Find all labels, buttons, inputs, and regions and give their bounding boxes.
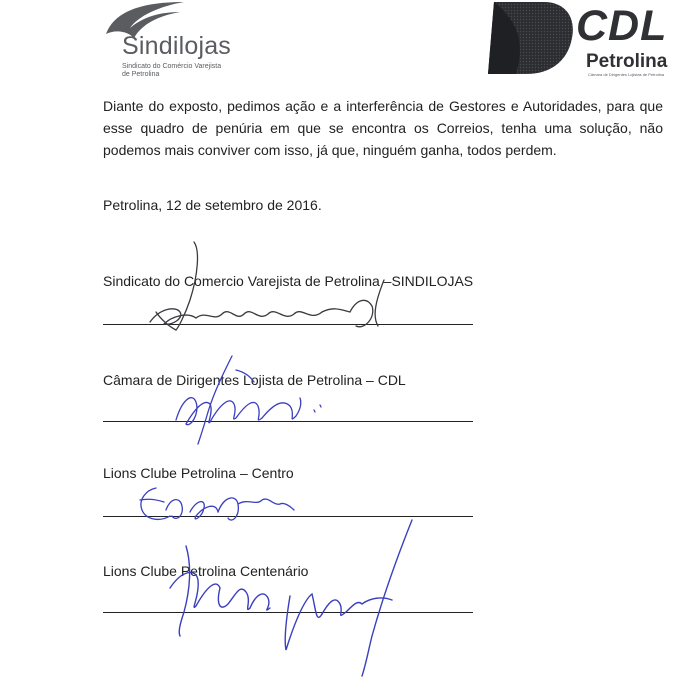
signature-cdl-icon bbox=[176, 356, 321, 444]
sindilojas-tagline-2: de Petrolina bbox=[122, 71, 160, 78]
cdl-emblem-icon bbox=[486, 0, 578, 76]
cdl-logo bbox=[486, 0, 684, 80]
signature-line bbox=[103, 612, 473, 613]
signature-line bbox=[103, 516, 473, 517]
signature-line bbox=[103, 421, 473, 422]
cdl-city: Petrolina bbox=[586, 51, 668, 72]
cdl-wordmark: CDL bbox=[576, 2, 668, 50]
signatory-label-sindilojas: Sindicato do Comercio Varejista de Petrolina –SINDILOJAS bbox=[103, 273, 474, 289]
main-paragraph: Diante do exposto, pedimos ação e a interferência de Gestores e Autoridades, para que esse quadro de penúria em que se encontra os Correios, tenha uma solução, não podemos mais conviver com isso, já que, ninguém ganha, todos perdem. bbox=[103, 98, 663, 158]
sindilojas-tagline: Sindicato do Comércio Varejista bbox=[122, 63, 222, 70]
signature-lions-centenario-icon bbox=[170, 520, 412, 676]
cdl-tagline: Câmara de Dirigentes Lojistas de Petrolina bbox=[588, 72, 665, 77]
signatory-label-lions-centenario: Lions Clube Petrolina Centenário bbox=[103, 563, 309, 579]
signature-line bbox=[103, 324, 473, 325]
sindilojas-wordmark: Sindilojas bbox=[122, 32, 232, 60]
signatory-label-cdl: Câmara de Dirigentes Lojista de Petrolina – CDL bbox=[103, 372, 406, 388]
sindilojas-logo bbox=[100, 0, 270, 82]
signatory-label-lions-centro: Lions Clube Petrolina – Centro bbox=[103, 465, 294, 481]
date-line: Petrolina, 12 de setembro de 2016. bbox=[103, 197, 322, 213]
